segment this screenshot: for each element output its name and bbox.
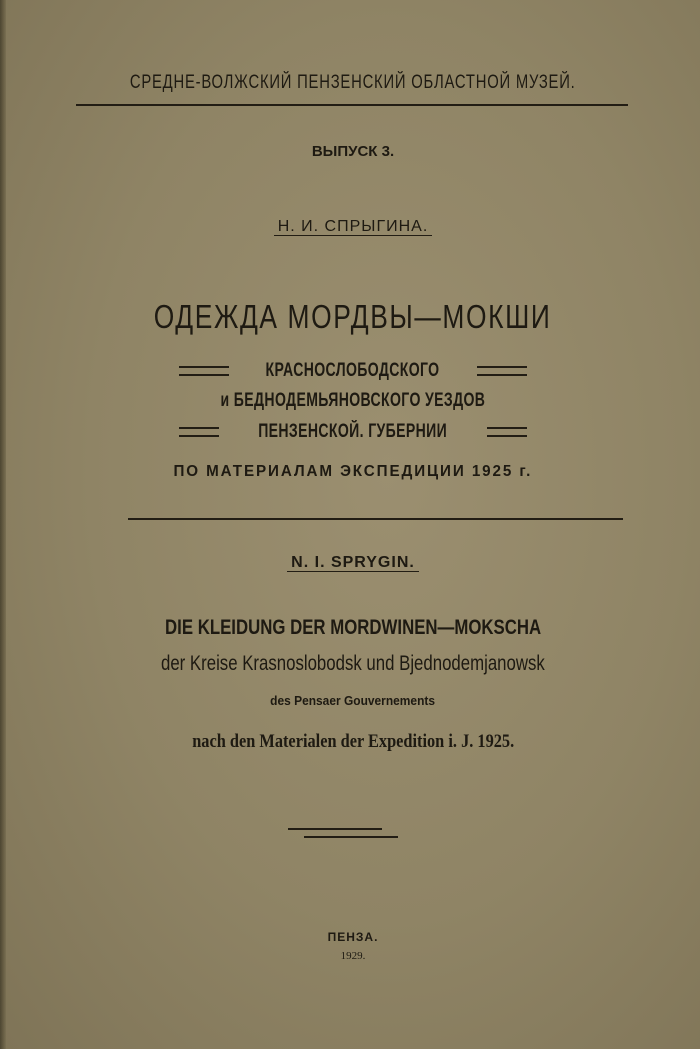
header-rule xyxy=(76,104,628,106)
museum-header: СРЕДНЕ-ВОЛЖСКИЙ ПЕНЗЕНСКИЙ ОБЛАСТНОЙ МУЗЕЙ. xyxy=(130,72,576,93)
subtitle-russian-line-1: КРАСНОСЛОБОДСКОГО xyxy=(6,360,700,382)
issue-number: ВЫПУСК 3. xyxy=(311,143,395,160)
expedition-note-russian: ПО МАТЕРИАЛАМ ЭКСПЕДИЦИИ 1925 г. xyxy=(173,463,533,480)
ornament-rule-top xyxy=(288,828,382,830)
title-german: DIE KLEIDUNG DER MORDWINEN—MOKSCHA xyxy=(164,616,542,639)
subtitle-russian-line-3: ПЕНЗЕНСКОЙ. ГУБЕРНИИ xyxy=(6,421,700,443)
subtitle-german-line-1: der Kreise Krasnoslobodsk und Bjednodemjanowsk xyxy=(161,652,545,675)
subtitle-german-line-3: nach den Materialen der Expedition i. J. 1925. xyxy=(192,731,514,752)
author-russian: Н. И. СПРЫГИНА. xyxy=(6,218,700,236)
author-german: N. I. SPRYGIN. xyxy=(6,554,700,572)
book-cover xyxy=(6,0,700,1049)
subtitle-russian-line-2: и БЕДНОДЕМЬЯНОВСКОГО УЕЗДОВ xyxy=(220,390,486,411)
ornament-rule-bottom xyxy=(304,836,398,838)
publication-city: ПЕНЗА. xyxy=(327,930,379,944)
publication-year: 1929. xyxy=(340,950,366,962)
section-divider xyxy=(128,518,623,520)
title-russian: ОДЕЖДА МОРДВЫ—МОКШИ xyxy=(154,298,552,335)
subtitle-german-line-2: des Pensaer Gouvernements xyxy=(270,693,436,708)
